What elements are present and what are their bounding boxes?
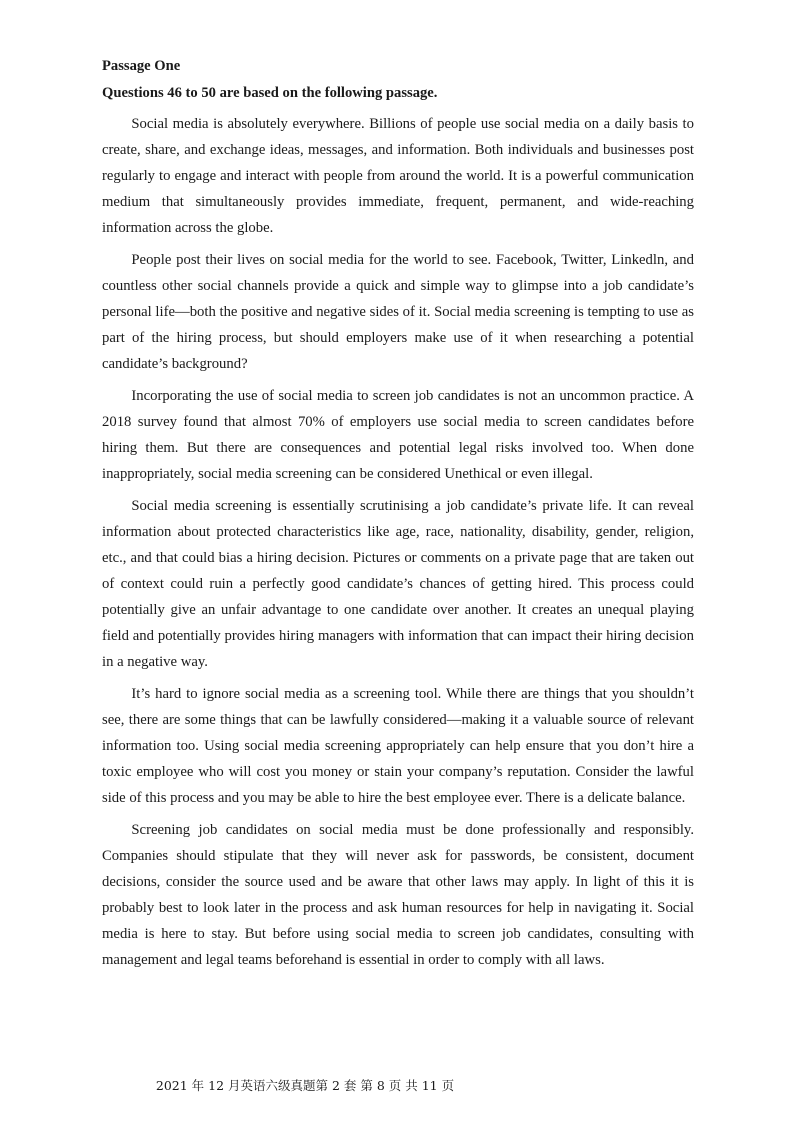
paragraph-5: It’s hard to ignore social media as a screening tool. While there are things that you shouldn’t see, there are some things that can be lawfully considered—making it a valuable source of relevant information too. Using social media screening appropriately can help ensure that you don’t hire a toxic employee who will cost you money or stain your company’s reputation. Consider the lawful side of this process and you may be able to hire the best employee ever. There is a delicate balance. [102, 686, 694, 806]
page-footer: 2021 年 12 月英语六级真题第 2 套 第 8 页 共 11 页 [155, 1078, 455, 1093]
questions-instruction: Questions 46 to 50 are based on the following passage. [102, 85, 438, 101]
document-body [102, 56, 694, 979]
paragraph-4: Social media screening is essentially scrutinising a job candidate’s private life. It can reveal information about protected characteristics like age, race, nationality, disability, gender, religion, etc., and that could bias a hiring decision. Pictures or comments on a private page that are taken out of context could ruin a perfectly good candidate’s chances of getting hired. This process could potentially give an unfair advantage to one candidate over another. It creates an unequal playing field and potentially provides hiring managers with information that can impact their hiring decision in a negative way. [102, 498, 694, 670]
paragraph-3: Incorporating the use of social media to screen job candidates is not an uncommon practice. A 2018 survey found that almost 70% of employers use social media to screen candidates before hiring them. But there are consequences and potential legal risks involved too. When done inappropriately, social media screening can be considered Unethical or even illegal. [102, 388, 694, 482]
paragraph-6: Screening job candidates on social media must be done professionally and responsibly. Companies should stipulate that they will never ask for passwords, be consistent, document decisions, consider the source used and be aware that other laws may apply. In light of this it is probably best to look later in the process and ask human resources for help in navigating it. Social media is here to stay. But before using social media to screen job candidates, consulting with management and legal teams beforehand is essential in order to comply with all laws. [102, 822, 694, 968]
paragraph-2: People post their lives on social media for the world to see. Facebook, Twitter, Linkedln, and countless other social channels provide a quick and simple way to glimpse into a job candidate’s personal life—both the positive and negative sides of it. Social media screening is tempting to use as part of the hiring process, but should employers make use of it when researching a potential candidate’s background? [102, 252, 694, 372]
passage-title: Passage One [102, 58, 181, 74]
paragraph-1: Social media is absolutely everywhere. Billions of people use social media on a daily basis to create, share, and exchange ideas, messages, and information. Both individuals and businesses post regularly to engage and interact with people from around the world. It is a powerful communication medium that simultaneously provides immediate, frequent, permanent, and wide-reaching information across the globe. [102, 116, 694, 236]
